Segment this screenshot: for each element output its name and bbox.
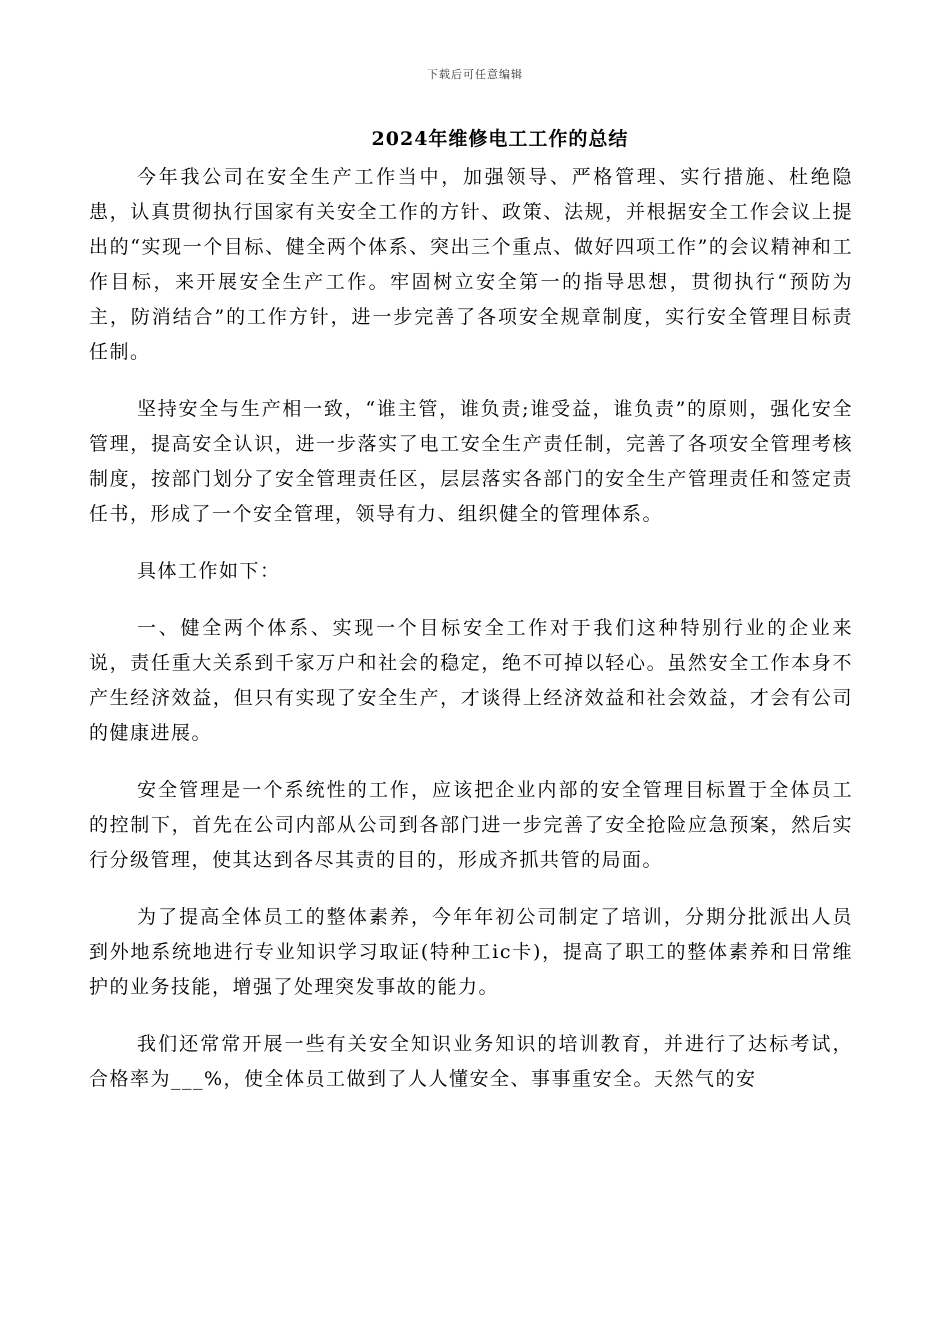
paragraph-4: 一、健全两个体系、实现一个目标安全工作对于我们这种特别行业的企业来说，责任重大关系到千家万户和社会的稳定，绝不可掉以轻心。虽然安全工作本身不产生经济效益，但只有实现了安全生产，才谈得上经济效益和社会效益，才会有公司的健康进展。 [89,617,853,744]
paragraph-6: 为了提高全体员工的整体素养，今年年初公司制定了培训，分期分批派出人员到外地系统地进行专业知识学习取证(特种工ic卡)，提高了职工的整体素养和日常维护的业务技能，增强了处理突发事故的能力。 [89,906,853,998]
paragraph-1: 今年我公司在安全生产工作当中，加强领导、严格管理、实行措施、杜绝隐患，认真贯彻执行国家有关安全工作的方针、政策、法规，并根据安全工作会议上提出的“实现一个目标、健全两个体系、突出三个重点、做好四项工作”的会议精神和工作目标，来开展安全生产工作。牢固树立安全第一的指导思想，贯彻执行“预防为主，防消结合”的工作方针，进一步完善了各项安全规章制度，实行安全管理目标责任制。 [89,166,853,363]
paragraph-3: 具体工作如下： [137,560,281,582]
paragraph-7: 我们还常常开展一些有关安全知识业务知识的培训教育，并进行了达标考试，合格率为___%，使全体员工做到了人人懂安全、事事重安全。天然气的安 [89,1033,853,1090]
header-note: 下载后可任意编辑 [427,68,523,81]
document-body [89,160,853,1119]
paragraph-2: 坚持安全与生产相一致，“谁主管，谁负责;谁受益，谁负责”的原则，强化安全管理，提高安全认识，进一步落实了电工安全生产责任制，完善了各项安全管理考核制度，按部门划分了安全管理责任区，层层落实各部门的安全生产管理责任和签定责任书，形成了一个安全管理，领导有力、组织健全的管理体系。 [89,398,853,525]
paragraph-5: 安全管理是一个系统性的工作，应该把企业内部的安全管理目标置于全体员工的控制下，首先在公司内部从公司到各部门进一步完善了安全抢险应急预案，然后实行分级管理，使其达到各尽其责的目的，形成齐抓共管的局面。 [89,779,853,871]
document-title: 2024年维修电工工作的总结 [371,128,629,150]
